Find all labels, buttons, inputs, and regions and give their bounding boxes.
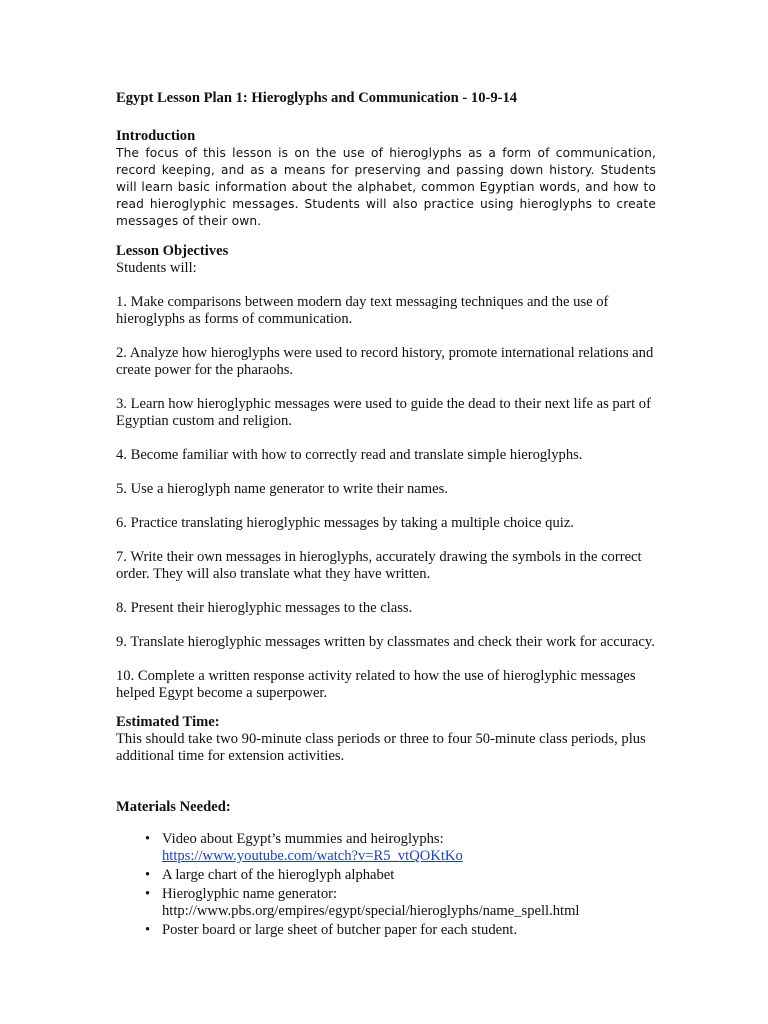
estimated-time-text: This should take two 90-minute class periods or three to four 50-minute class periods, plus additional time for extension activities. bbox=[116, 731, 646, 764]
material-text: A large chart of the hieroglyph alphabet bbox=[162, 867, 395, 883]
materials-heading: Materials Needed: bbox=[116, 799, 231, 815]
objectives-lead: Students will: bbox=[116, 260, 197, 276]
objectives-list bbox=[116, 294, 656, 702]
objectives-heading: Lesson Objectives bbox=[116, 243, 229, 259]
objective-item: 6. Practice translating hieroglyphic messages by taking a multiple choice quiz. bbox=[116, 515, 574, 531]
bullet-icon: • bbox=[145, 831, 151, 847]
objective-item: 2. Analyze how hieroglyphs were used to record history, promote international relations and create power for the pharaohs. bbox=[116, 345, 654, 378]
material-text: Poster board or large sheet of butcher paper for each student. bbox=[162, 922, 518, 938]
list-item bbox=[116, 831, 656, 865]
materials-list bbox=[116, 831, 656, 939]
material-text: Video about Egypt’s mummies and heiroglyphs: bbox=[162, 831, 444, 847]
list-item bbox=[116, 922, 656, 939]
bullet-icon: • bbox=[145, 886, 151, 902]
objective-item: 3. Learn how hieroglyphic messages were used to guide the dead to their next life as part of Egyptian custom and religion. bbox=[116, 396, 651, 429]
bullet-icon: • bbox=[145, 867, 151, 883]
list-item bbox=[116, 867, 656, 884]
youtube-video-link[interactable]: https://www.youtube.com/watch?v=R5_vtQOKtKo bbox=[162, 848, 463, 864]
document-body bbox=[116, 90, 656, 941]
introduction-heading: Introduction bbox=[116, 128, 196, 144]
introduction-text: The focus of this lesson is on the use of hieroglyphs as a form of communication, record keeping, and as a means for preserving and passing down history. Students will learn basic information about the alphabet, common Egyptian words, and how to read hieroglyphic messages. Students will also practice using hieroglyphs to create messages of their own. bbox=[116, 146, 656, 228]
objective-item: 9. Translate hieroglyphic messages written by classmates and check their work for accuracy. bbox=[116, 634, 655, 650]
objective-item: 4. Become familiar with how to correctly read and translate simple hieroglyphs. bbox=[116, 447, 583, 463]
objective-item: 8. Present their hieroglyphic messages to the class. bbox=[116, 600, 413, 616]
document-title: Egypt Lesson Plan 1: Hieroglyphs and Communication - 10-9-14 bbox=[116, 90, 518, 106]
objective-item: 5. Use a hieroglyph name generator to write their names. bbox=[116, 481, 448, 497]
estimated-time-heading: Estimated Time: bbox=[116, 714, 220, 730]
objective-item: 1. Make comparisons between modern day text messaging techniques and the use of hieroglyphs as forms of communication. bbox=[116, 294, 609, 327]
objective-item: 7. Write their own messages in hieroglyphs, accurately drawing the symbols in the correct order. They will also translate what they have written. bbox=[116, 549, 642, 582]
material-text: Hieroglyphic name generator: bbox=[162, 886, 338, 902]
bullet-icon: • bbox=[145, 922, 151, 938]
list-item bbox=[116, 886, 656, 920]
name-generator-url: http://www.pbs.org/empires/egypt/special/hieroglyphs/name_spell.html bbox=[162, 903, 580, 919]
objective-item: 10. Complete a written response activity related to how the use of hieroglyphic messages helped Egypt become a superpower. bbox=[116, 668, 636, 701]
